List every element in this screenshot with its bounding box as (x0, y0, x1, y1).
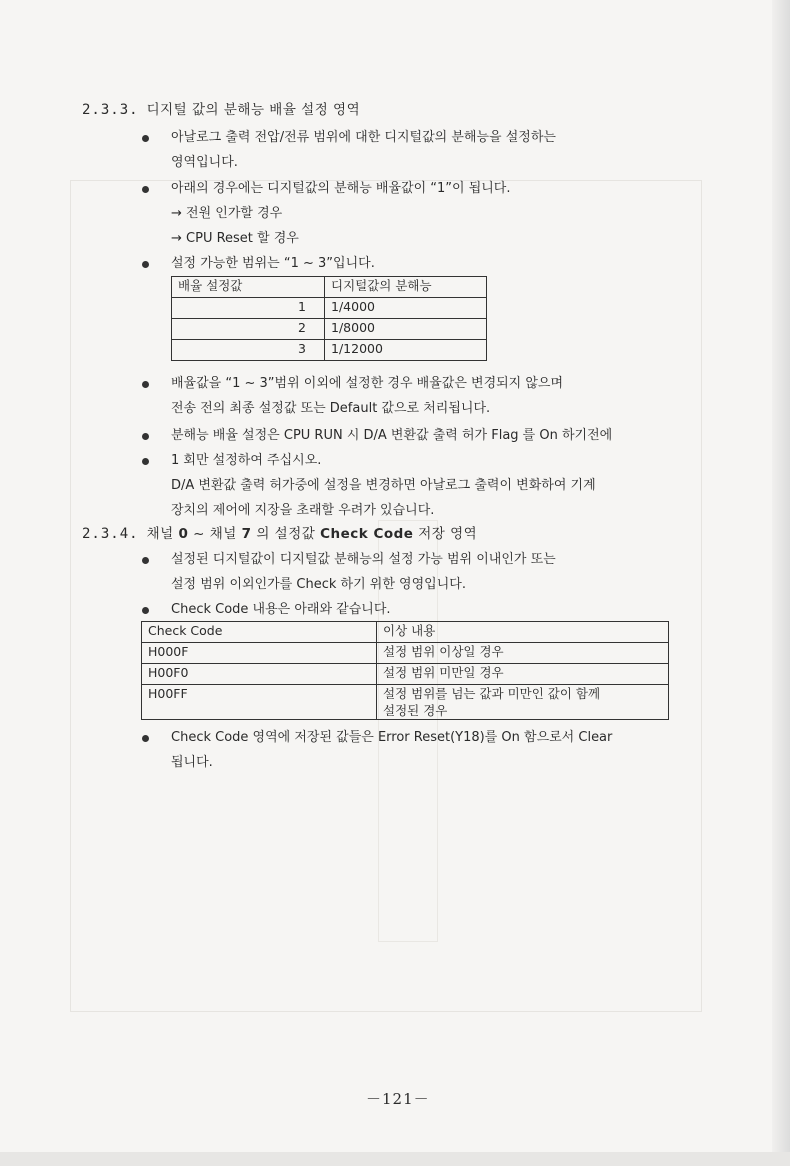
paragraph-line: 장치의 제어에 지장을 초래할 우려가 있습니다. (171, 503, 435, 518)
arrow-item: → CPU Reset 할 경우 (171, 231, 299, 246)
paragraph-line: Check Code 내용은 아래와 같습니다. (171, 602, 391, 617)
table-header-cell: 배율 설정값 (172, 277, 325, 298)
paragraph-line: 설정된 디지털값이 디지털값 분해능의 설정 가능 범위 이내인가 또는 (171, 552, 556, 567)
table-row (172, 319, 487, 340)
paragraph-line: 전송 전의 최종 설정값 또는 Default 값으로 처리됩니다. (171, 401, 491, 416)
paragraph-line: Check Code 영역에 저장된 값들은 Error Reset(Y18)를 On 함으로서 Clear (171, 730, 613, 745)
table-cell: H000F (142, 643, 377, 664)
paragraph-line: 아래의 경우에는 디지털값의 분해능 배율값이 “1”이 됩니다. (171, 181, 511, 196)
page-number: －121－ (366, 1090, 430, 1108)
bullet-icon (142, 261, 149, 268)
bullet-icon (142, 433, 149, 440)
section-heading-2-3-3: 2.3.3. 디지털 값의 분해능 배율 설정 영역 (82, 102, 361, 118)
table-row (142, 664, 669, 685)
scan-edge-bottom (0, 1152, 790, 1166)
bullet-icon (142, 607, 149, 614)
scan-edge-right (772, 0, 790, 1166)
bullet-icon (142, 381, 149, 388)
paragraph-line: 분해능 배율 설정은 CPU RUN 시 D/A 변환값 출력 허가 Flag 를 On 하기전에 (171, 428, 613, 443)
table-cell: 설정 범위 미만일 경우 (377, 664, 669, 685)
table-cell: 1/12000 (325, 340, 487, 361)
table-row (142, 643, 669, 664)
table-cell: 설정 범위 이상일 경우 (377, 643, 669, 664)
bullet-icon (142, 735, 149, 742)
paragraph-line: 됩니다. (171, 755, 213, 770)
bullet-icon (142, 186, 149, 193)
table-cell: 1 (172, 298, 325, 319)
paragraph-line: 설정 범위 이외인가를 Check 하기 위한 영영입니다. (171, 577, 466, 592)
arrow-item: → 전원 인가할 경우 (171, 206, 283, 221)
table-header-cell: 디지털값의 분해능 (325, 277, 487, 298)
paragraph-line: 배율값을 “1 ~ 3”범위 이외에 설정한 경우 배율값은 변경되지 않으며 (171, 376, 564, 391)
cell-line: 설정 범위를 넘는 값과 미만인 값이 함께 (383, 686, 601, 701)
table-header-row (172, 277, 487, 298)
table-cell: 1/4000 (325, 298, 487, 319)
table-header-cell: 이상 내용 (377, 622, 669, 643)
bullet-icon (142, 135, 149, 142)
table-row (172, 340, 487, 361)
table-cell: H00FF (142, 685, 377, 720)
table-cell: 2 (172, 319, 325, 340)
table-cell (377, 685, 669, 720)
table-row (142, 685, 669, 720)
paragraph-line: D/A 변환값 출력 허가중에 설정을 변경하면 아날로그 출력이 변화하여 기계 (171, 478, 596, 493)
table-cell: 1/8000 (325, 319, 487, 340)
bullet-icon (142, 458, 149, 465)
paragraph-line: 영역입니다. (171, 155, 238, 170)
paragraph-line: 1 회만 설정하여 주십시오. (171, 453, 322, 468)
paragraph-line: 설정 가능한 범위는 “1 ~ 3”입니다. (171, 256, 375, 271)
bullet-icon (142, 557, 149, 564)
check-code-table (141, 621, 669, 720)
table-row (172, 298, 487, 319)
section-heading-2-3-4: 2.3.4. 채널 0 ~ 채널 7 의 설정값 Check Code 저장 영역 (82, 526, 478, 542)
cell-line: 설정된 경우 (383, 703, 448, 718)
table-cell: 3 (172, 340, 325, 361)
table-header-row (142, 622, 669, 643)
paragraph-line: 아날로그 출력 전압/전류 범위에 대한 디지털값의 분해능을 설정하는 (171, 130, 556, 145)
table-cell: H00F0 (142, 664, 377, 685)
table-header-cell: Check Code (142, 622, 377, 643)
resolution-table (171, 276, 487, 361)
